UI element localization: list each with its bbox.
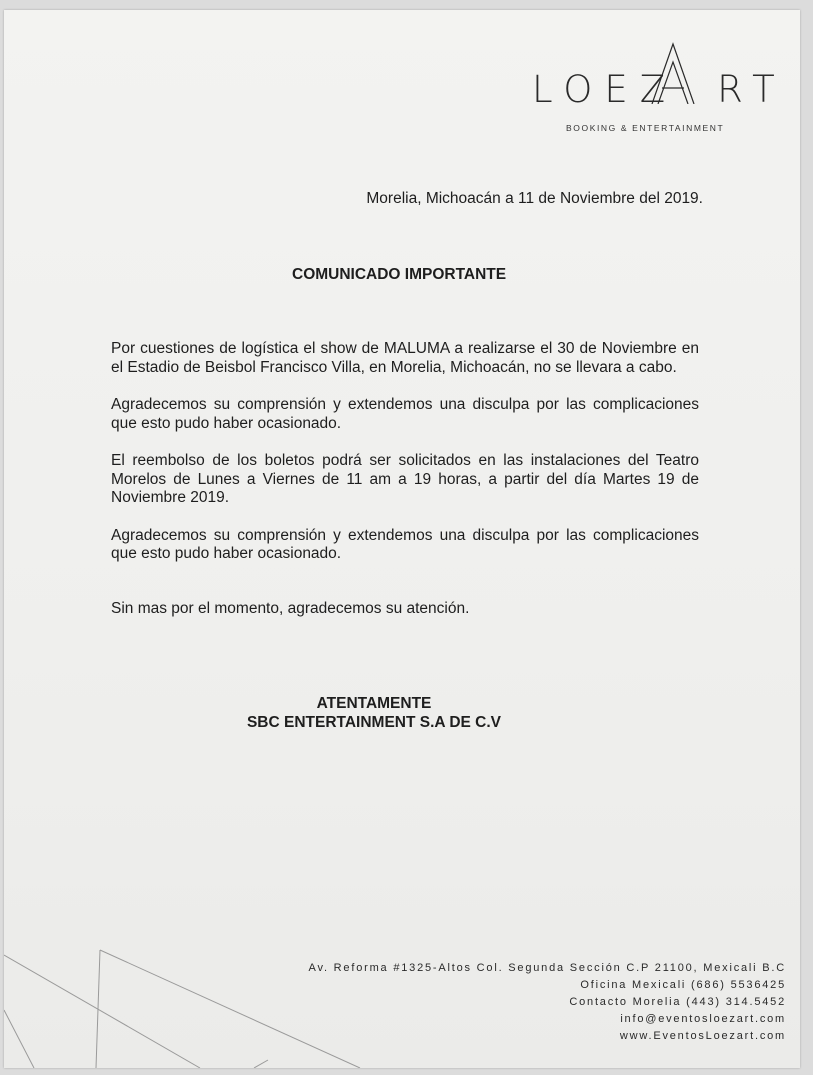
footer-website: www.EventosLoezart.com xyxy=(619,1030,786,1042)
paragraph: Agradecemos su comprensión y extendemos una disculpa por las complicaciones que esto pudo haber ocasionado. xyxy=(111,526,699,562)
footer-email: info@eventosloezart.com xyxy=(620,1013,786,1025)
triangle-a-icon xyxy=(650,42,696,104)
footer-address: Av. Reforma #1325-Altos Col. Segunda Sección C.P 21100, Mexicali B.C xyxy=(308,962,786,974)
footer-office-phone: Oficina Mexicali (686) 5536425 xyxy=(580,979,786,991)
footer-contact xyxy=(309,960,786,1045)
signoff-company: SBC ENTERTAINMENT S.A DE C.V xyxy=(246,714,502,731)
signature-block xyxy=(174,694,574,732)
footer-contact-phone: Contacto Morelia (443) 314.5452 xyxy=(569,996,786,1008)
paragraph: Por cuestiones de logística el show de MALUMA a realizarse el 30 de Noviembre en el Estadio de Beisbol Francisco Villa, en Morelia, Michoacán, no se llevara a cabo. xyxy=(111,340,699,376)
logo-tagline: BOOKING & ENTERTAINMENT xyxy=(566,123,725,133)
letter-body xyxy=(111,340,699,637)
logo-wordmark-left: LOEZ xyxy=(532,68,678,111)
paragraph: El reembolso de los boletos podrá ser solicitados en las instalaciones del Teatro Morelos de Lunes a Viernes de 11 am a 19 horas, a partir del día Martes 19 de Noviembre 2019. xyxy=(111,452,699,506)
paragraph: Agradecemos su comprensión y extendemos una disculpa por las complicaciones que esto pudo haber ocasionado. xyxy=(111,396,699,432)
logo-wordmark-right: RT xyxy=(717,68,787,111)
date-line: Morelia, Michoacán a 11 de Noviembre del 2019. xyxy=(366,190,703,207)
company-logo xyxy=(524,38,787,138)
document-title: COMUNICADO IMPORTANTE xyxy=(292,266,507,283)
signoff-salutation: ATENTAMENTE xyxy=(316,695,432,712)
letter-page xyxy=(4,10,800,1068)
closing-line: Sin mas por el momento, agradecemos su atención. xyxy=(111,599,470,617)
